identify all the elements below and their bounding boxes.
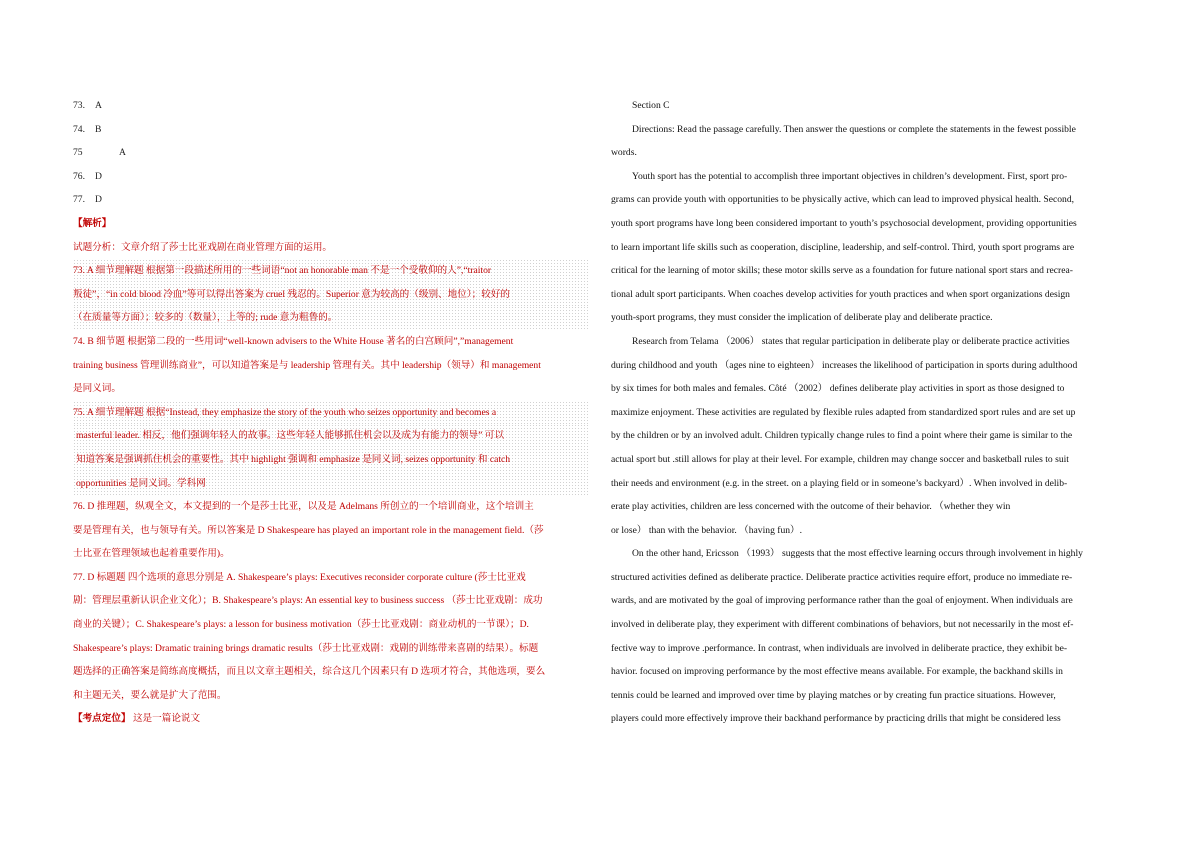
explanation-75-line: 知道答案是强调抓住机会的重要性。其中 highlight 强调和 emphasize 是同义词, seizes opportunity 和 catch	[73, 448, 590, 472]
kaodian-label: 【考点定位】	[73, 713, 131, 725]
passage-line: maximize enjoyment. These activities are regulated by flexible rules adapted from standardized sport rules and are set up	[611, 406, 1076, 418]
explanation-75-line: masterful leader. 相反，他们强调年轻人的故事。这些年轻人能够抓住机会以及成为有能力的领导” 可以	[73, 424, 590, 448]
explanation-74-line: training business 管理训练商业”，可以知道答案是与 leadership 管理有关。其中 leadership（领导）和 management	[73, 359, 541, 371]
answer-key-column	[73, 94, 590, 731]
explanation-77-line: Shakespeare’s plays: Dramatic training brings dramatic results（莎士比亚戏剧：戏剧的训练带来喜剧的结果）。标题	[73, 642, 539, 654]
explanation-74-line: 74. B 细节题 根据第二段的一些用词“well-known advisers to the White House 著名的白宫顾问”,”management	[73, 335, 514, 347]
passage-line: Youth sport has the potential to accomplish three important objectives in children’s development. First, sport pro-	[632, 170, 1068, 182]
explanation-75-line: 75. A 细节理解题 根据“Instead, they emphasize the story of the youth who seizes opportunity and becomes a	[73, 401, 590, 425]
explanation-76-line: 要是管理有关，也与领导有关。所以答案是 D Shakespeare has played an important role in the management field.（莎	[73, 524, 544, 536]
passage-line: youth sport programs have long been considered important to youth’s psychosocial development, providing opportunities	[611, 217, 1077, 229]
passage-line: Research from Telama （2006） states that regular participation in deliberate play or deliberate practice activities	[632, 335, 1070, 347]
passage-line: players could more effectively improve their backhand performance by practicing drills that might be considered less	[611, 713, 1061, 725]
explanation-77-line: 题选择的正确答案是简练高度概括，而且以文章主题相关，综合这几个因素只有 D 选项才符合，其他选项，要么	[73, 666, 546, 678]
explanation-77-line: 剧：管理层重新认识企业文化）；B. Shakespeare’s plays: An essential key to business success （莎士比亚戏剧：成功	[73, 595, 543, 607]
passage-line: havior. focused on improving performance by the most effective means available. For example, the backhand skills in	[611, 666, 1063, 678]
explanation-76-line: 士比亚在管理领域也起着重要作用)。	[73, 548, 230, 560]
answer-77: 77. D	[73, 194, 102, 206]
passage-line: involved in deliberate play, they experiment with different combinations of behaviors, but not necessarily in the most ef-	[611, 619, 1074, 631]
answer-76: 76. D	[73, 170, 102, 182]
passage-line: Directions: Read the passage carefully. Then answer the questions or complete the statements in the fewest possible	[632, 123, 1076, 135]
answer-73: 73. A	[73, 100, 102, 111]
explanation-73-line: 73. A 细节理解题 根据第一段描述所用的一些词语“not an honorable man 不是一个受敬仰的人”,“traitor	[73, 259, 590, 283]
explanation-73-line: 叛徒”，“in cold blood 冷血”等可以得出答案为 cruel 残忍的。Superior 意为较高的（级别、地位）；较好的	[73, 283, 590, 307]
explanation-74-line: 是同义词。	[73, 383, 121, 395]
passage-line: structured activities defined as deliberate practice. Deliberate practice activities require effort, produce no immediate re-	[611, 571, 1073, 583]
passage-line: actual sport but .still allows for play at their level. For example, children may change soccer and basketball rules to suit	[611, 453, 1069, 465]
passage-line: wards, and are motivated by the goal of improving performance rather than the goal of enjoyment. When individuals are	[611, 595, 1073, 607]
passage-line: erate play activities, children are less concerned with the outcome of their behavior. （whether they win	[611, 501, 1011, 513]
kaodian-text: 这是一篇论说文	[130, 713, 201, 725]
passage-line: grams can provide youth with opportunities to be physically active, which can lead to improved physical health. Second,	[611, 194, 1075, 206]
explanation-77-line: 商业的关键）；C. Shakespeare’s plays: a lesson for business motivation（莎士比亚戏剧：商业动机的一节课）；D.	[73, 619, 529, 631]
analysis-label: 【解析】	[73, 217, 112, 229]
passage-line: youth-sport programs, they must consider the implication of deliberate play and deliberate practice.	[611, 312, 993, 324]
explanation-73-line: （在质量等方面）；较多的（数量），上等的; rude 意为粗鲁的。	[73, 306, 590, 330]
explanation-76-line: 76. D 推理题，纵观全文，本文提到的一个是莎士比亚，以及是 Adelmans 所创立的一个培训商业，这个培训主	[73, 501, 534, 513]
answer-75: 75 A	[73, 147, 126, 159]
kaodian-row	[73, 707, 590, 731]
passage-line: tional adult sport participants. When coaches develop activities for youth practices and when sport organizations design	[611, 288, 1070, 300]
explanation-77-line: 77. D 标题题 四个选项的意思分别是 A. Shakespeare’s plays: Executives reconsider corporate culture (莎士比亚戏	[73, 571, 526, 583]
answer-74: 74. B	[73, 123, 102, 135]
passage-line: to learn important life skills such as cooperation, discipline, leadership, and self-control. Third, youth sport programs are	[611, 241, 1075, 253]
passage-line: by six times for both males and females. Côté （2002） defines deliberate play activities in sport as those designed to	[611, 383, 1065, 395]
passage-line: their needs and environment (e.g. in the street. on a playing field or in someone’s backyard）. When involved in delib-	[611, 477, 1068, 489]
passage-line: by the children or by an involved adult. Children typically change rules to find a point where their game is similar to the	[611, 430, 1073, 442]
passage-line: critical for the learning of motor skills; these motor skills serve as a foundation for future national sport stars and recrea-	[611, 265, 1073, 277]
passage-line: during childhood and youth （ages nine to eighteen） increases the likelihood of participation in sports during adulthood	[611, 359, 1078, 371]
explanation-75-line: opportunities 是同义词。学科网	[73, 472, 590, 496]
analysis-summary: 试题分析：文章介绍了莎士比亚戏剧在商业管理方面的运用。	[73, 241, 333, 253]
section-heading: Section C	[632, 100, 670, 111]
passage-column	[611, 94, 1130, 731]
passage-line: words.	[611, 147, 637, 159]
passage-line: fective way to improve .performance. In contrast, when individuals are involved in deliberate practice, they exhibit be-	[611, 642, 1068, 654]
explanation-77-line: 和主题无关，要么就是扩大了范围。	[73, 689, 227, 701]
passage-line: On the other hand, Ericsson （1993） suggests that the most effective learning occurs through involvement in highly	[632, 548, 1083, 560]
passage-line: tennis could be learned and improved over time by playing matches or by creating fun practice situations. However,	[611, 689, 1056, 701]
passage-line: or lose） than with the behavior. （having fun）.	[611, 524, 803, 536]
